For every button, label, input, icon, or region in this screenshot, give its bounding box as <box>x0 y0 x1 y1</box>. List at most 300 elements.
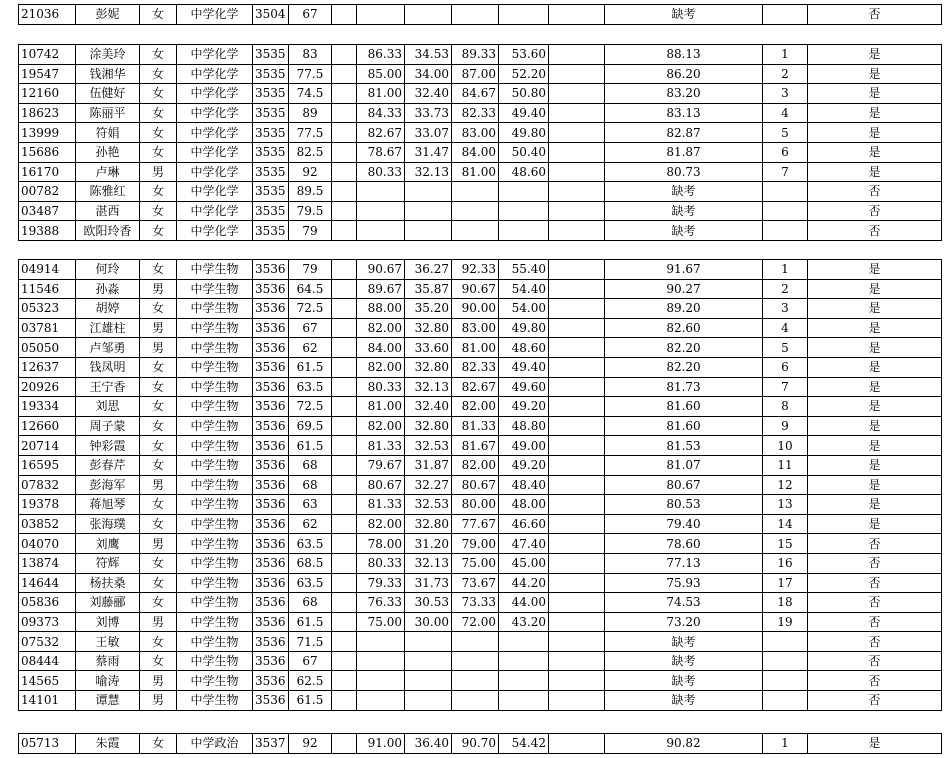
table-row <box>19 573 942 593</box>
name-cell: 涂美玲 <box>76 45 140 65</box>
written-score-cell: 63.5 <box>289 377 332 397</box>
table-row <box>19 534 942 554</box>
blank-cell <box>332 357 357 377</box>
qualified-cell: 是 <box>808 338 942 358</box>
gender-cell: 男 <box>140 534 177 554</box>
table-row <box>19 84 942 104</box>
blank-cell <box>332 436 357 456</box>
table-row <box>19 45 942 65</box>
exam-id-cell: 05050 <box>19 338 76 358</box>
exam-id-cell: 14565 <box>19 671 76 691</box>
interview-score-d-cell: 43.20 <box>499 612 549 632</box>
name-cell: 蔡雨 <box>76 651 140 671</box>
blank-cell <box>332 182 357 202</box>
gender-cell: 女 <box>140 495 177 515</box>
rank-cell: 5 <box>763 338 808 358</box>
exam-id-cell: 19388 <box>19 221 76 241</box>
blank-cell <box>549 593 605 613</box>
qualified-cell: 否 <box>808 691 942 711</box>
qualified-cell: 否 <box>808 5 942 25</box>
interview-score-c-cell: 79.00 <box>452 534 499 554</box>
interview-score-d-cell: 49.40 <box>499 357 549 377</box>
gender-cell: 女 <box>140 734 177 754</box>
written-score-cell: 62 <box>289 338 332 358</box>
total-score-cell: 82.87 <box>605 123 763 143</box>
gender-cell: 男 <box>140 671 177 691</box>
qualified-cell: 否 <box>808 632 942 652</box>
exam-id-cell: 00782 <box>19 182 76 202</box>
total-score-cell: 89.20 <box>605 299 763 319</box>
total-score-cell: 90.82 <box>605 734 763 754</box>
written-score-cell: 89 <box>289 103 332 123</box>
subject-cell: 中学化学 <box>177 64 253 84</box>
blank-cell <box>332 553 357 573</box>
name-cell: 刘鹰 <box>76 534 140 554</box>
table-row <box>19 5 942 25</box>
exam-id-cell: 04914 <box>19 260 76 280</box>
table-row <box>19 671 942 691</box>
rank-cell: 17 <box>763 573 808 593</box>
post-code-cell: 3536 <box>253 612 289 632</box>
subject-cell: 中学政治 <box>177 734 253 754</box>
interview-score-a-cell: 90.67 <box>357 260 405 280</box>
interview-score-a-cell: 81.00 <box>357 84 405 104</box>
exam-id-cell: 10742 <box>19 45 76 65</box>
subject-cell: 中学化学 <box>177 5 253 25</box>
rank-cell: 7 <box>763 162 808 182</box>
interview-score-c-cell: 82.33 <box>452 103 499 123</box>
total-score-cell: 82.60 <box>605 318 763 338</box>
table-row <box>19 691 942 711</box>
interview-score-b-cell: 30.00 <box>405 612 452 632</box>
written-score-cell: 89.5 <box>289 182 332 202</box>
interview-score-b-cell <box>405 632 452 652</box>
post-code-cell: 3536 <box>253 495 289 515</box>
table-row <box>19 221 942 241</box>
interview-score-a-cell: 85.00 <box>357 64 405 84</box>
blank-cell <box>549 221 605 241</box>
post-code-cell: 3536 <box>253 377 289 397</box>
gender-cell: 男 <box>140 475 177 495</box>
candidate-table <box>18 733 942 754</box>
blank-cell <box>549 553 605 573</box>
interview-score-b-cell: 34.53 <box>405 45 452 65</box>
total-score-cell: 缺考 <box>605 691 763 711</box>
post-code-cell: 3535 <box>253 123 289 143</box>
interview-score-c-cell <box>452 691 499 711</box>
qualified-cell: 是 <box>808 84 942 104</box>
qualified-cell: 是 <box>808 260 942 280</box>
total-score-cell: 缺考 <box>605 651 763 671</box>
interview-score-a-cell <box>357 691 405 711</box>
post-code-cell: 3537 <box>253 734 289 754</box>
name-cell: 周子蒙 <box>76 416 140 436</box>
exam-id-cell: 19547 <box>19 64 76 84</box>
interview-score-b-cell <box>405 5 452 25</box>
interview-score-b-cell: 35.87 <box>405 279 452 299</box>
exam-id-cell: 16595 <box>19 455 76 475</box>
gender-cell: 女 <box>140 45 177 65</box>
total-score-cell: 82.20 <box>605 357 763 377</box>
blank-cell <box>332 534 357 554</box>
qualified-cell: 是 <box>808 455 942 475</box>
interview-score-a-cell: 82.00 <box>357 318 405 338</box>
interview-score-c-cell: 75.00 <box>452 553 499 573</box>
rank-cell: 7 <box>763 377 808 397</box>
post-code-cell: 3536 <box>253 397 289 417</box>
interview-score-a-cell: 76.33 <box>357 593 405 613</box>
total-score-cell: 74.53 <box>605 593 763 613</box>
interview-score-d-cell <box>499 201 549 221</box>
blank-cell <box>332 514 357 534</box>
post-code-cell: 3535 <box>253 103 289 123</box>
interview-score-c-cell <box>452 182 499 202</box>
candidate-table <box>18 259 942 711</box>
post-code-cell: 3535 <box>253 221 289 241</box>
subject-cell: 中学生物 <box>177 397 253 417</box>
table-row <box>19 475 942 495</box>
total-score-cell: 81.73 <box>605 377 763 397</box>
subject-cell: 中学生物 <box>177 534 253 554</box>
post-code-cell: 3504 <box>253 5 289 25</box>
rank-cell <box>763 5 808 25</box>
interview-score-d-cell: 54.00 <box>499 299 549 319</box>
post-code-cell: 3536 <box>253 514 289 534</box>
gender-cell: 女 <box>140 182 177 202</box>
written-score-cell: 79.5 <box>289 201 332 221</box>
post-code-cell: 3535 <box>253 201 289 221</box>
exam-id-cell: 05836 <box>19 593 76 613</box>
interview-score-a-cell: 82.00 <box>357 416 405 436</box>
total-score-cell: 缺考 <box>605 221 763 241</box>
name-cell: 王宁香 <box>76 377 140 397</box>
name-cell: 欧阳玲香 <box>76 221 140 241</box>
blank-cell <box>332 103 357 123</box>
post-code-cell: 3535 <box>253 45 289 65</box>
interview-score-c-cell: 92.33 <box>452 260 499 280</box>
rank-cell <box>763 201 808 221</box>
qualified-cell: 否 <box>808 553 942 573</box>
blank-cell <box>332 573 357 593</box>
name-cell: 蒋旭琴 <box>76 495 140 515</box>
interview-score-d-cell <box>499 671 549 691</box>
name-cell: 符辉 <box>76 553 140 573</box>
exam-id-cell: 13999 <box>19 123 76 143</box>
interview-score-d-cell: 54.40 <box>499 279 549 299</box>
gender-cell: 男 <box>140 318 177 338</box>
blank-cell <box>332 495 357 515</box>
interview-score-c-cell: 90.70 <box>452 734 499 754</box>
exam-id-cell: 14101 <box>19 691 76 711</box>
name-cell: 彭妮 <box>76 5 140 25</box>
post-code-cell: 3536 <box>253 338 289 358</box>
interview-score-d-cell: 49.80 <box>499 318 549 338</box>
name-cell: 孙艳 <box>76 142 140 162</box>
name-cell: 彭春芹 <box>76 455 140 475</box>
qualified-cell: 否 <box>808 671 942 691</box>
interview-score-d-cell <box>499 632 549 652</box>
interview-score-c-cell: 84.67 <box>452 84 499 104</box>
blank-cell <box>549 651 605 671</box>
total-score-cell: 86.20 <box>605 64 763 84</box>
exam-id-cell: 03487 <box>19 201 76 221</box>
blank-cell <box>332 377 357 397</box>
interview-score-c-cell: 84.00 <box>452 142 499 162</box>
total-score-cell: 77.13 <box>605 553 763 573</box>
rank-cell: 11 <box>763 455 808 475</box>
exam-id-cell: 20714 <box>19 436 76 456</box>
interview-score-d-cell: 49.40 <box>499 103 549 123</box>
gender-cell: 女 <box>140 201 177 221</box>
rank-cell: 3 <box>763 84 808 104</box>
table-row <box>19 612 942 632</box>
written-score-cell: 61.5 <box>289 357 332 377</box>
exam-id-cell: 15686 <box>19 142 76 162</box>
gender-cell: 女 <box>140 123 177 143</box>
blank-cell <box>332 299 357 319</box>
interview-score-c-cell <box>452 671 499 691</box>
rank-cell: 5 <box>763 123 808 143</box>
blank-cell <box>549 299 605 319</box>
blank-cell <box>549 632 605 652</box>
blank-cell <box>549 455 605 475</box>
interview-score-d-cell: 44.00 <box>499 593 549 613</box>
interview-score-c-cell: 82.33 <box>452 357 499 377</box>
subject-cell: 中学生物 <box>177 318 253 338</box>
table-row <box>19 495 942 515</box>
interview-score-d-cell: 55.40 <box>499 260 549 280</box>
written-score-cell: 71.5 <box>289 632 332 652</box>
total-score-cell: 缺考 <box>605 632 763 652</box>
name-cell: 孙淼 <box>76 279 140 299</box>
interview-score-b-cell: 34.00 <box>405 64 452 84</box>
interview-score-d-cell: 49.00 <box>499 436 549 456</box>
rank-cell: 2 <box>763 279 808 299</box>
blank-cell <box>332 651 357 671</box>
exam-id-cell: 11546 <box>19 279 76 299</box>
blank-cell <box>549 514 605 534</box>
written-score-cell: 64.5 <box>289 279 332 299</box>
qualified-cell: 是 <box>808 436 942 456</box>
blank-cell <box>549 671 605 691</box>
total-score-cell: 75.93 <box>605 573 763 593</box>
written-score-cell: 68 <box>289 475 332 495</box>
rank-cell: 13 <box>763 495 808 515</box>
qualified-cell: 否 <box>808 221 942 241</box>
table-row <box>19 514 942 534</box>
subject-cell: 中学化学 <box>177 221 253 241</box>
interview-score-b-cell: 32.27 <box>405 475 452 495</box>
interview-score-a-cell: 80.67 <box>357 475 405 495</box>
interview-score-c-cell <box>452 632 499 652</box>
written-score-cell: 61.5 <box>289 612 332 632</box>
rank-cell: 4 <box>763 318 808 338</box>
table-row <box>19 357 942 377</box>
interview-score-b-cell <box>405 691 452 711</box>
interview-score-b-cell: 36.27 <box>405 260 452 280</box>
exam-id-cell: 03852 <box>19 514 76 534</box>
interview-score-a-cell: 89.67 <box>357 279 405 299</box>
name-cell: 王敏 <box>76 632 140 652</box>
name-cell: 陈雅红 <box>76 182 140 202</box>
table-row <box>19 103 942 123</box>
interview-score-b-cell: 32.40 <box>405 84 452 104</box>
candidate-table <box>18 44 942 241</box>
qualified-cell: 否 <box>808 651 942 671</box>
written-score-cell: 79 <box>289 260 332 280</box>
rank-cell <box>763 651 808 671</box>
table-row <box>19 299 942 319</box>
blank-cell <box>332 691 357 711</box>
subject-cell: 中学化学 <box>177 162 253 182</box>
post-code-cell: 3536 <box>253 436 289 456</box>
interview-score-a-cell <box>357 651 405 671</box>
written-score-cell: 72.5 <box>289 397 332 417</box>
gender-cell: 女 <box>140 416 177 436</box>
blank-cell <box>549 691 605 711</box>
qualified-cell: 是 <box>808 475 942 495</box>
subject-cell: 中学生物 <box>177 573 253 593</box>
total-score-cell: 90.27 <box>605 279 763 299</box>
table-row <box>19 455 942 475</box>
interview-score-b-cell <box>405 182 452 202</box>
interview-score-a-cell: 75.00 <box>357 612 405 632</box>
interview-score-b-cell <box>405 201 452 221</box>
total-score-cell: 80.73 <box>605 162 763 182</box>
written-score-cell: 77.5 <box>289 123 332 143</box>
name-cell: 符娟 <box>76 123 140 143</box>
table-row <box>19 162 942 182</box>
name-cell: 伍健好 <box>76 84 140 104</box>
qualified-cell: 是 <box>808 397 942 417</box>
gender-cell: 男 <box>140 162 177 182</box>
rank-cell: 12 <box>763 475 808 495</box>
interview-score-b-cell: 32.80 <box>405 357 452 377</box>
table-row <box>19 338 942 358</box>
written-score-cell: 68 <box>289 593 332 613</box>
subject-cell: 中学生物 <box>177 691 253 711</box>
interview-score-b-cell: 30.53 <box>405 593 452 613</box>
total-score-cell: 81.60 <box>605 397 763 417</box>
blank-cell <box>332 5 357 25</box>
interview-score-d-cell: 49.80 <box>499 123 549 143</box>
blank-cell <box>549 318 605 338</box>
blank-cell <box>332 338 357 358</box>
post-code-cell: 3536 <box>253 534 289 554</box>
exam-id-cell: 18623 <box>19 103 76 123</box>
interview-score-d-cell: 48.00 <box>499 495 549 515</box>
written-score-cell: 92 <box>289 162 332 182</box>
name-cell: 卢琳 <box>76 162 140 182</box>
interview-score-a-cell: 84.00 <box>357 338 405 358</box>
interview-score-a-cell <box>357 182 405 202</box>
blank-cell <box>332 201 357 221</box>
rank-cell: 9 <box>763 416 808 436</box>
post-code-cell: 3536 <box>253 573 289 593</box>
blank-cell <box>332 45 357 65</box>
interview-score-c-cell: 72.00 <box>452 612 499 632</box>
qualified-cell: 是 <box>808 103 942 123</box>
qualified-cell: 是 <box>808 142 942 162</box>
interview-score-d-cell: 46.60 <box>499 514 549 534</box>
blank-cell <box>332 221 357 241</box>
interview-score-a-cell <box>357 671 405 691</box>
interview-score-d-cell <box>499 5 549 25</box>
qualified-cell: 是 <box>808 318 942 338</box>
written-score-cell: 83 <box>289 45 332 65</box>
total-score-cell: 73.20 <box>605 612 763 632</box>
rank-cell <box>763 221 808 241</box>
interview-score-a-cell: 82.00 <box>357 514 405 534</box>
gender-cell: 女 <box>140 377 177 397</box>
blank-cell <box>549 182 605 202</box>
exam-id-cell: 04070 <box>19 534 76 554</box>
blank-cell <box>549 357 605 377</box>
name-cell: 刘藤郦 <box>76 593 140 613</box>
interview-score-b-cell: 32.80 <box>405 416 452 436</box>
post-code-cell: 3536 <box>253 475 289 495</box>
table-row <box>19 436 942 456</box>
rank-cell: 1 <box>763 45 808 65</box>
qualified-cell: 是 <box>808 357 942 377</box>
qualified-cell: 否 <box>808 182 942 202</box>
subject-cell: 中学化学 <box>177 45 253 65</box>
name-cell: 朱霞 <box>76 734 140 754</box>
interview-score-a-cell: 79.33 <box>357 573 405 593</box>
written-score-cell: 63.5 <box>289 573 332 593</box>
interview-score-d-cell <box>499 182 549 202</box>
rank-cell: 19 <box>763 612 808 632</box>
written-score-cell: 68.5 <box>289 553 332 573</box>
exam-id-cell: 07532 <box>19 632 76 652</box>
rank-cell: 3 <box>763 299 808 319</box>
table-row <box>19 182 942 202</box>
interview-score-a-cell: 91.00 <box>357 734 405 754</box>
gender-cell: 男 <box>140 612 177 632</box>
qualified-cell: 是 <box>808 279 942 299</box>
interview-score-a-cell: 88.00 <box>357 299 405 319</box>
blank-cell <box>332 64 357 84</box>
interview-score-b-cell: 32.80 <box>405 318 452 338</box>
gender-cell: 男 <box>140 279 177 299</box>
rank-cell: 16 <box>763 553 808 573</box>
candidate-table <box>18 4 942 25</box>
gender-cell: 女 <box>140 632 177 652</box>
subject-cell: 中学化学 <box>177 182 253 202</box>
blank-cell <box>332 397 357 417</box>
gender-cell: 女 <box>140 5 177 25</box>
blank-cell <box>549 377 605 397</box>
interview-score-d-cell: 48.60 <box>499 162 549 182</box>
blank-cell <box>549 416 605 436</box>
subject-cell: 中学生物 <box>177 436 253 456</box>
interview-score-a-cell: 82.67 <box>357 123 405 143</box>
interview-score-b-cell <box>405 221 452 241</box>
interview-score-c-cell: 83.00 <box>452 123 499 143</box>
blank-cell <box>549 734 605 754</box>
interview-score-c-cell: 82.00 <box>452 455 499 475</box>
exam-id-cell: 20926 <box>19 377 76 397</box>
table-row <box>19 397 942 417</box>
exam-id-cell: 13874 <box>19 553 76 573</box>
subject-cell: 中学生物 <box>177 416 253 436</box>
table-row <box>19 201 942 221</box>
interview-score-a-cell: 78.00 <box>357 534 405 554</box>
written-score-cell: 67 <box>289 318 332 338</box>
name-cell: 彭海军 <box>76 475 140 495</box>
table-row <box>19 260 942 280</box>
interview-score-b-cell: 32.13 <box>405 162 452 182</box>
